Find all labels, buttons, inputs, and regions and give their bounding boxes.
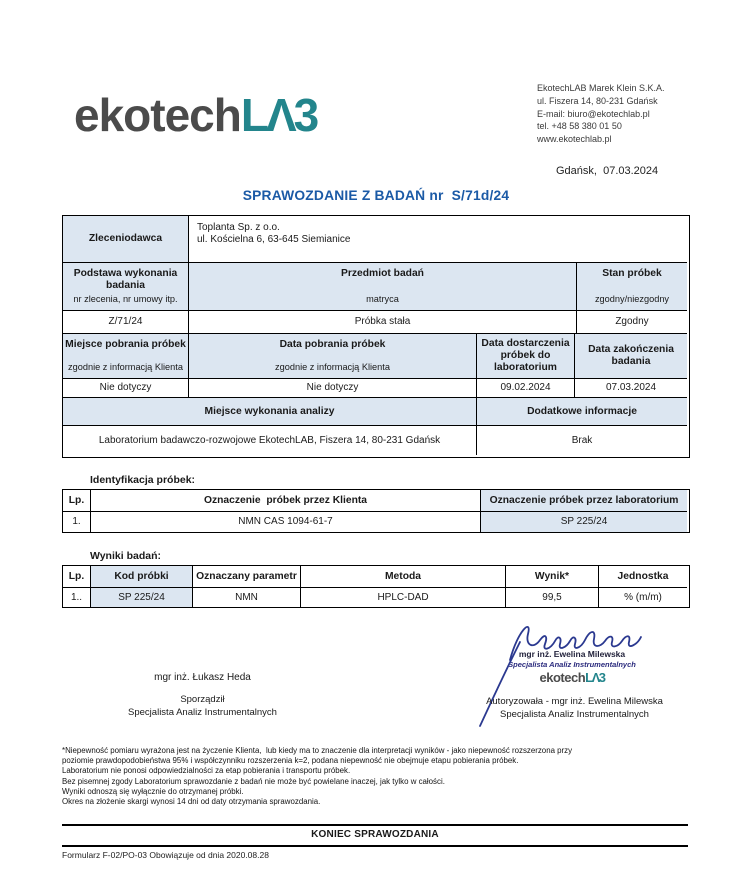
cell-miejsce-pobrania-value: Nie dotyczy bbox=[63, 379, 189, 398]
cell-stan-header bbox=[577, 263, 687, 311]
client-name: Toplanta Sp. z o.o. bbox=[197, 222, 280, 233]
stan-title: Stan próbek bbox=[602, 268, 662, 279]
cell-sample-type: Próbka stała bbox=[189, 311, 577, 334]
preparer-role: Sporządził bbox=[180, 694, 225, 705]
footnote-line: Okres na złożenie skargi wynosi 14 dni od daty otrzymania sprawozdania. bbox=[62, 797, 321, 807]
results-label: Wyniki badań: bbox=[90, 550, 161, 562]
przedmiot-sub: matryca bbox=[366, 294, 399, 304]
data-pobrania-sub: zgodnie z informacją Klienta bbox=[275, 362, 390, 372]
form-footer: Formularz F-02/PO-03 Obowiązuje od dnia 2020.08.28 bbox=[62, 850, 269, 860]
podstawa-sub: nr zlecenia, nr umowy itp. bbox=[73, 294, 178, 304]
stamp-logo-lab-text: LΛ3 bbox=[585, 669, 605, 685]
preparer-title: Specjalista Analiz Instrumentalnych bbox=[128, 706, 277, 718]
sample-id-header-lab: Oznaczenie próbek przez laboratorium bbox=[481, 490, 687, 512]
ekotechlab-logo bbox=[74, 90, 316, 140]
footnote-line: Wyniki odnoszą się wyłącznie do otrzymanej próbki. bbox=[62, 786, 244, 796]
cell-zleceniodawca-label: Zleceniodawca bbox=[63, 216, 189, 263]
footnotes bbox=[62, 746, 690, 807]
miejsce-pobrania-title: Miejsce pobrania próbek bbox=[65, 339, 186, 350]
footnote-line: *Niepewność pomiaru wyrażona jest na życzenie Klienta, lub kiedy ma to znaczenie dla interpretacji wyników - jako niepewność rozszerzona przy bbox=[62, 746, 573, 755]
company-info bbox=[537, 82, 665, 146]
client-address: ul. Kościelna 6, 63-645 Siemianice bbox=[197, 234, 351, 245]
footnote-line: poziomie prawdopodobieństwa 95% i współczynniku rozszerzenia k=2, podana niepewność nie obejmuje etapu pobierania próbek. bbox=[62, 756, 519, 766]
logo-lab-text: LΛ3 bbox=[240, 89, 317, 141]
sample-id-row-lab: SP 225/24 bbox=[481, 512, 687, 532]
cell-miejsce-analizy-value: Laboratorium badawczo-rozwojowe EkotechLAB, Fiszera 14, 80-231 Gdańsk bbox=[63, 426, 477, 455]
cell-data-zakonczenia-header: Data zakończenia badania bbox=[575, 334, 687, 379]
sample-id-row-lp: 1. bbox=[63, 512, 91, 532]
results-header-kod: Kod próbki bbox=[91, 566, 193, 588]
cell-data-zakonczenia-value: 07.03.2024 bbox=[575, 379, 687, 398]
preparer-signature-block bbox=[95, 672, 310, 719]
results-row-jednostka: % (m/m) bbox=[624, 591, 662, 603]
sample-id-header-client: Oznaczenie próbek przez Klienta bbox=[91, 490, 481, 512]
results-row-lp: 1.. bbox=[63, 588, 91, 607]
results-header-lp: Lp. bbox=[63, 566, 91, 588]
cell-miejsce-analizy-header: Miejsce wykonania analizy bbox=[63, 398, 477, 426]
sample-id-row-client: NMN CAS 1094-61-7 bbox=[91, 512, 481, 532]
stamp-logo-ekotech-text: ekotech bbox=[539, 669, 586, 685]
footnote-line: Laboratorium nie ponosi odpowiedzialności za etap pobierania i transportu próbek. bbox=[62, 766, 351, 776]
stamp-name: mgr inż. Ewelina Milewska bbox=[518, 649, 626, 659]
info-table bbox=[62, 215, 690, 458]
cell-dodatkowe-value: Brak bbox=[571, 434, 593, 446]
footnote-line: Bez pisemnej zgody Laboratorium sprawozdanie z badań nie może być powielane inaczej, jak tylko w całości. bbox=[62, 776, 445, 786]
cell-data-pobrania-value: Nie dotyczy bbox=[189, 379, 477, 398]
cell-data-dostarczenia-value: 09.02.2024 bbox=[477, 379, 575, 398]
report-date: Gdańsk, 07.03.2024 bbox=[556, 165, 659, 177]
company-email: E-mail: biuro@ekotechlab.pl bbox=[537, 108, 650, 119]
stamp-logo bbox=[488, 670, 656, 685]
results-header-parametr: Oznaczany parametr bbox=[193, 566, 301, 588]
cell-przedmiot-header bbox=[189, 263, 577, 311]
results-row-wynik: 99,5 bbox=[506, 588, 599, 607]
signature-stamp bbox=[488, 620, 656, 685]
results-row-metoda: HPLC-DAD bbox=[301, 588, 506, 607]
company-website: www.ekotechlab.pl bbox=[537, 134, 612, 145]
report-title: SPRAWOZDANIE Z BADAŃ nr S/71d/24 bbox=[242, 188, 510, 203]
cell-data-dostarczenia-header: Data dostarczenia próbek do laboratorium bbox=[477, 334, 575, 379]
results-row-kod: SP 225/24 bbox=[91, 588, 193, 607]
company-phone: tel. +48 58 380 01 50 bbox=[537, 121, 622, 132]
sample-id-header-lp: Lp. bbox=[63, 490, 91, 512]
company-name: EkotechLAB Marek Klein S.K.A. bbox=[537, 83, 665, 93]
authorizer-title: Specjalista Analiz Instrumentalnych bbox=[500, 708, 649, 720]
company-address: ul. Fiszera 14, 80-231 Gdańsk bbox=[537, 95, 658, 106]
cell-client bbox=[189, 216, 687, 263]
sample-id-label: Identyfikacja próbek: bbox=[90, 474, 196, 486]
przedmiot-title: Przedmiot badań bbox=[341, 268, 424, 279]
authorizer-signature-block bbox=[462, 696, 687, 721]
cell-data-pobrania-header bbox=[189, 334, 477, 379]
results-header-wynik: Wynik* bbox=[506, 566, 599, 588]
results-header-metoda: Metoda bbox=[301, 566, 506, 588]
results-header-jednostka: Jednostka bbox=[599, 566, 687, 588]
stamp-role: Specjalista Analiz Instrumentalnych bbox=[508, 659, 636, 669]
end-of-report-line: KONIEC SPRAWOZDANIA bbox=[62, 824, 688, 847]
cell-podstawa-header bbox=[63, 263, 189, 311]
cell-dodatkowe-header: Dodatkowe informacje bbox=[477, 398, 687, 426]
logo-ekotech-text: ekotech bbox=[74, 89, 241, 141]
preparer-name: mgr inż. Łukasz Heda bbox=[154, 672, 251, 683]
cell-order-number: Z/71/24 bbox=[63, 311, 189, 334]
results-table bbox=[62, 565, 690, 608]
cell-miejsce-pobrania-header bbox=[63, 334, 189, 379]
data-pobrania-title: Data pobrania próbek bbox=[279, 339, 386, 350]
authorizer-name: Autoryzowała - mgr inż. Ewelina Milewska bbox=[486, 696, 663, 707]
results-row-parametr: NMN bbox=[193, 588, 301, 607]
sample-id-table bbox=[62, 489, 690, 533]
miejsce-pobrania-sub: zgodnie z informacją Klienta bbox=[68, 362, 183, 372]
podstawa-title: Podstawa wykonania badania bbox=[73, 268, 178, 291]
cell-sample-state: Zgodny bbox=[577, 311, 687, 334]
stan-sub: zgodny/niezgodny bbox=[594, 294, 670, 304]
